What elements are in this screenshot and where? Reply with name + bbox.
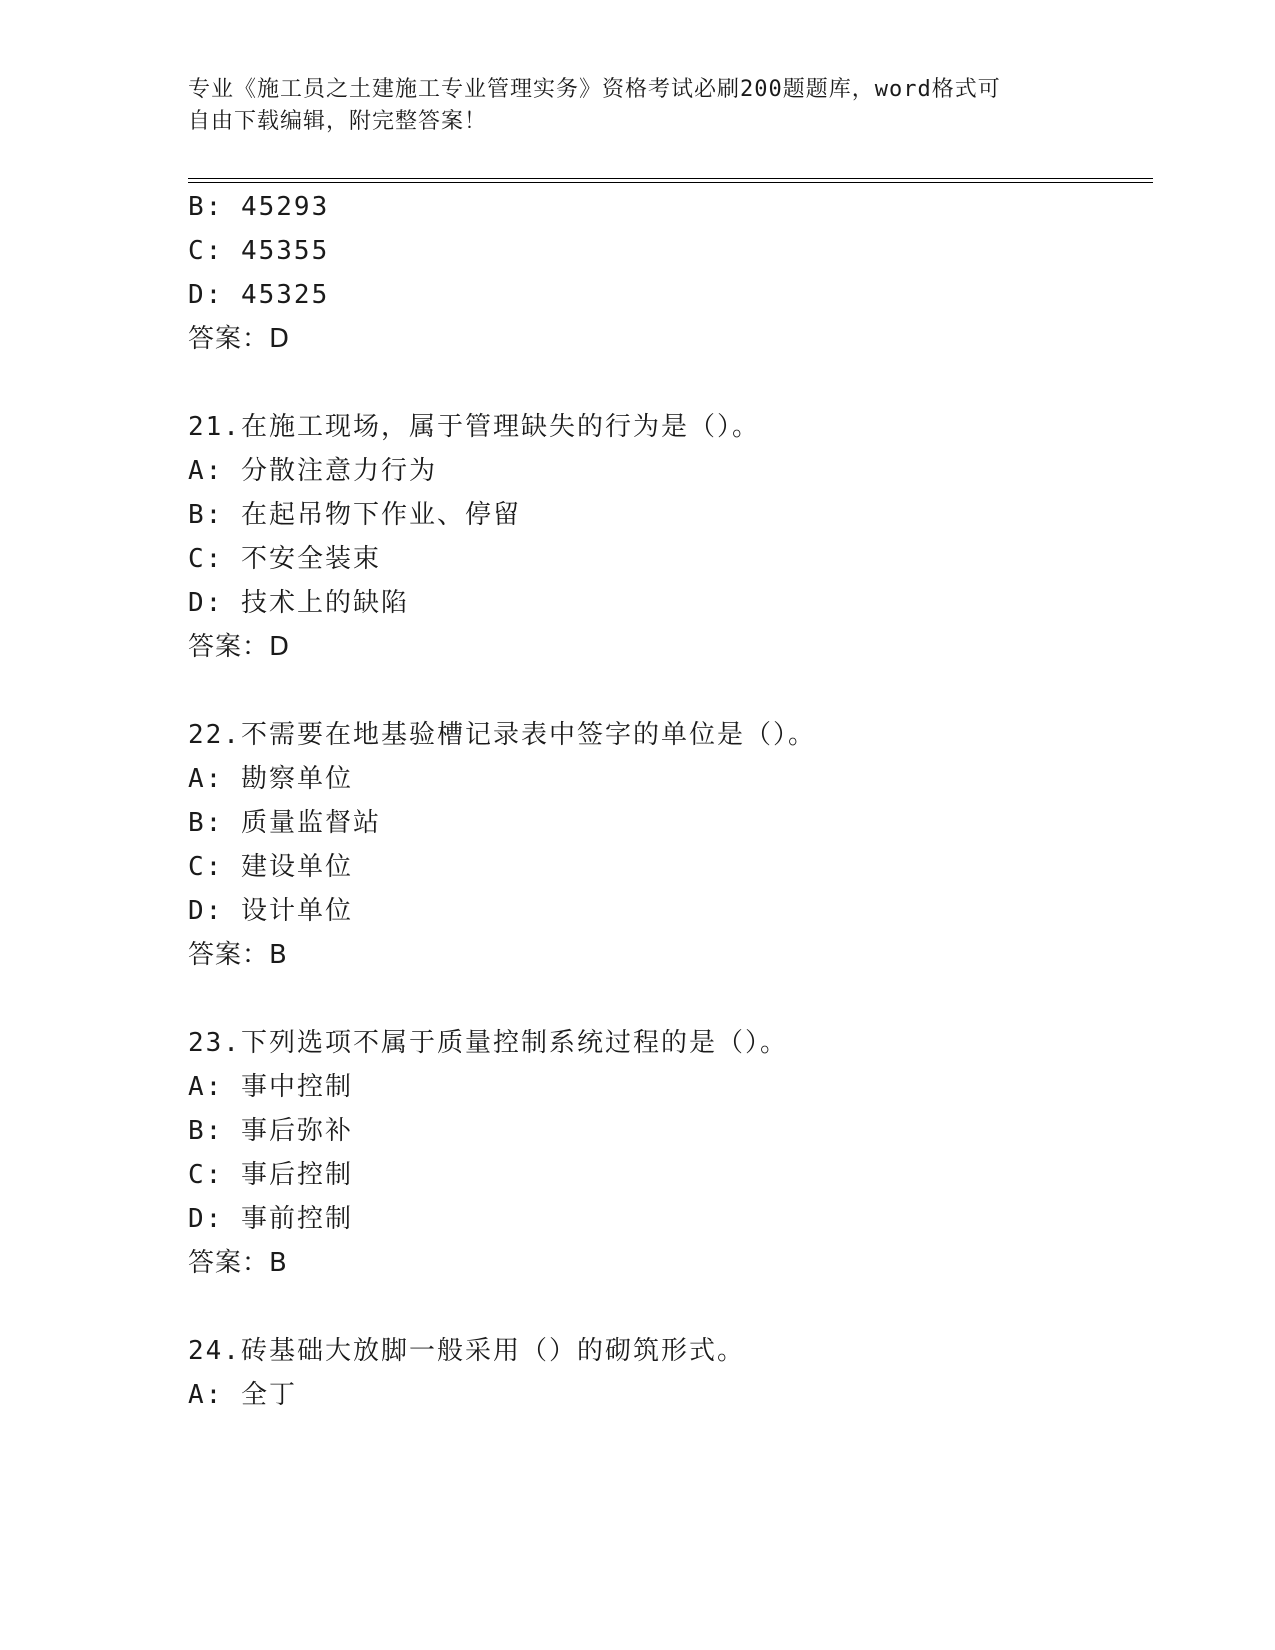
document-header <box>188 74 1088 138</box>
header-divider-bottom <box>188 182 1153 183</box>
option-a: A: 全丁 <box>188 1380 297 1410</box>
option-b: B: 事后弥补 <box>188 1116 353 1146</box>
answer: 答案：B <box>188 940 288 970</box>
answer: 答案：D <box>188 324 291 354</box>
option-d: D: 事前控制 <box>188 1204 353 1234</box>
option-c: C: 事后控制 <box>188 1160 353 1190</box>
option-b: B: 45293 <box>188 192 330 222</box>
option-d: D: 设计单位 <box>188 896 353 926</box>
header-line-2: 自由下载编辑，附完整答案！ <box>188 109 488 134</box>
option-b: B: 质量监督站 <box>188 808 381 838</box>
header-divider-top <box>188 178 1153 179</box>
option-a: A: 分散注意力行为 <box>188 456 437 486</box>
option-d: D: 45325 <box>188 280 330 310</box>
question-stem: 21.在施工现场，属于管理缺失的行为是（）。 <box>188 412 760 442</box>
option-c: C: 建设单位 <box>188 852 353 882</box>
answer: 答案：D <box>188 632 291 662</box>
option-d: D: 技术上的缺陷 <box>188 588 409 618</box>
question-stem: 23.下列选项不属于质量控制系统过程的是（）。 <box>188 1028 788 1058</box>
option-c: C: 不安全装束 <box>188 544 381 574</box>
answer: 答案：B <box>188 1248 288 1278</box>
question-stem: 24.砖基础大放脚一般采用（）的砌筑形式。 <box>188 1336 745 1366</box>
header-line-1: 专业《施工员之土建施工专业管理实务》资格考试必刷200题题库，word格式可 <box>188 77 1001 102</box>
question-stem: 22.不需要在地基验槽记录表中签字的单位是（）。 <box>188 720 816 750</box>
option-a: A: 事中控制 <box>188 1072 353 1102</box>
option-b: B: 在起吊物下作业、停留 <box>188 500 521 530</box>
option-a: A: 勘察单位 <box>188 764 353 794</box>
option-c: C: 45355 <box>188 236 330 266</box>
